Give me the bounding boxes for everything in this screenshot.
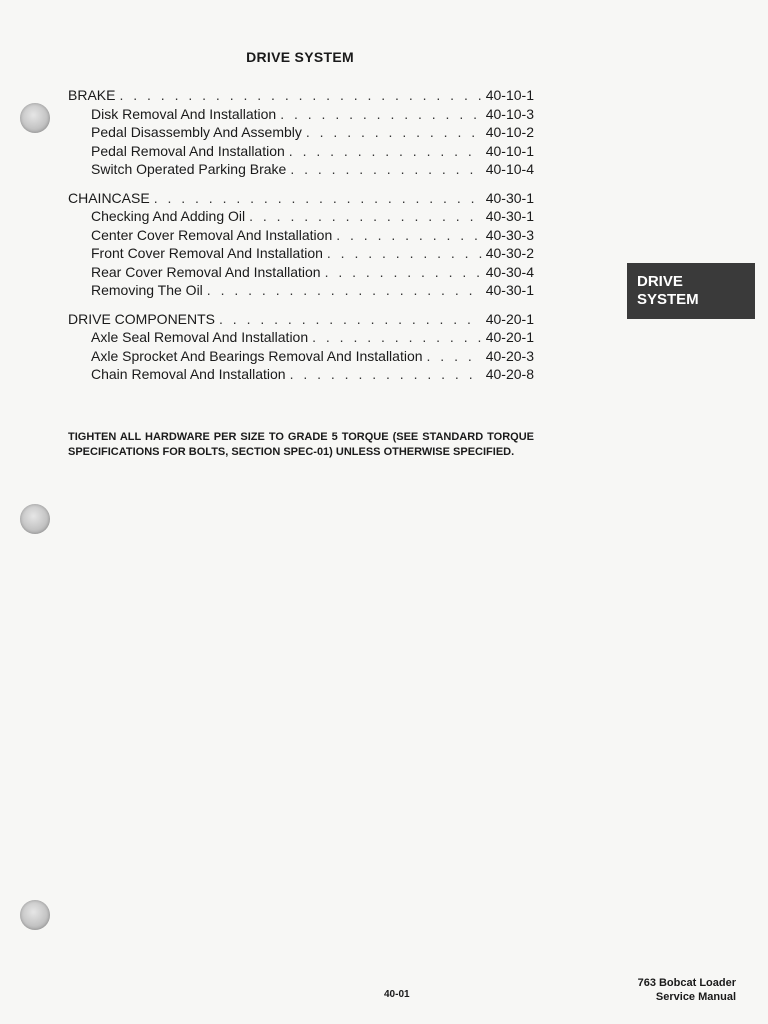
dot-leader bbox=[325, 263, 482, 282]
toc-page-ref: 40-20-3 bbox=[485, 347, 534, 364]
toc-item-label: Front Cover Removal And Installation bbox=[91, 245, 323, 261]
toc-section-chaincase bbox=[68, 189, 534, 300]
dot-leader bbox=[154, 189, 482, 208]
dot-leader bbox=[306, 123, 482, 142]
dot-leader bbox=[119, 86, 481, 105]
footer-manual-title bbox=[638, 976, 736, 1004]
toc-section-drive-components bbox=[68, 310, 534, 384]
toc-page-ref: 40-10-2 bbox=[485, 124, 534, 140]
toc-item-label: Chain Removal And Installation bbox=[91, 366, 286, 382]
toc-item-label: Disk Removal And Installation bbox=[91, 105, 277, 122]
toc-page-ref: 40-20-1 bbox=[485, 329, 534, 345]
toc-page-ref: 40-10-3 bbox=[485, 105, 534, 122]
footer-page-number: 40-01 bbox=[384, 989, 410, 1000]
dot-leader bbox=[290, 365, 482, 384]
dot-leader bbox=[280, 105, 482, 124]
footer-manual-line1: 763 Bobcat Loader bbox=[637, 977, 736, 989]
dot-leader bbox=[249, 207, 482, 226]
dot-leader bbox=[327, 244, 482, 263]
dot-leader bbox=[207, 281, 482, 300]
toc-item-label: Rear Cover Removal And Installation bbox=[91, 263, 321, 280]
dot-leader bbox=[312, 328, 482, 347]
toc-page-ref: 40-30-1 bbox=[485, 189, 534, 206]
toc-page-ref: 40-10-1 bbox=[485, 87, 534, 103]
toc-item-label: Checking And Adding Oil bbox=[91, 208, 246, 224]
dot-leader bbox=[336, 226, 482, 245]
toc-section-brake bbox=[68, 86, 534, 179]
toc-page-ref: 40-30-3 bbox=[485, 226, 534, 243]
toc-item[interactable] bbox=[68, 105, 534, 124]
toc-item-label: Axle Seal Removal And Installation bbox=[91, 329, 309, 345]
torque-note: TIGHTEN ALL HARDWARE PER SIZE TO GRADE 5 TORQUE (SEE STANDARD TORQUE SPECIFICATIONS FOR BOLTS, SECTION SPEC-01) UNLESS OTHERWISE SPECIFIED. bbox=[68, 431, 534, 458]
toc-heading-label: CHAINCASE bbox=[68, 189, 150, 206]
toc-item[interactable] bbox=[68, 281, 534, 300]
toc-item[interactable] bbox=[68, 226, 534, 245]
toc-item-label: Removing The Oil bbox=[91, 282, 203, 298]
toc-item-label: Center Cover Removal And Installation bbox=[91, 226, 333, 243]
toc-page-ref: 40-20-1 bbox=[485, 310, 534, 327]
toc-page-ref: 40-20-8 bbox=[485, 366, 534, 382]
toc-item[interactable] bbox=[68, 142, 534, 161]
toc-page-ref: 40-10-4 bbox=[485, 161, 534, 177]
toc-item[interactable] bbox=[68, 263, 534, 282]
toc-item[interactable] bbox=[68, 347, 534, 366]
section-tab-line2: SYSTEM bbox=[637, 291, 699, 308]
toc-item-label: Switch Operated Parking Brake bbox=[91, 161, 287, 177]
toc-item[interactable] bbox=[68, 207, 534, 226]
toc-item[interactable] bbox=[68, 244, 534, 263]
section-tab bbox=[627, 263, 755, 319]
toc-heading-label: BRAKE bbox=[68, 87, 116, 103]
toc-page-ref: 40-30-1 bbox=[485, 282, 534, 298]
toc-page-ref: 40-30-1 bbox=[485, 208, 534, 224]
dot-leader bbox=[290, 160, 481, 179]
toc-item[interactable] bbox=[68, 365, 534, 384]
footer-manual-line2: Service Manual bbox=[655, 991, 736, 1003]
toc-item[interactable] bbox=[68, 123, 534, 142]
section-tab-line1: DRIVE bbox=[637, 273, 683, 290]
table-of-contents bbox=[68, 86, 534, 394]
dot-leader bbox=[289, 142, 482, 161]
binder-hole-bottom bbox=[20, 900, 50, 930]
toc-item[interactable] bbox=[68, 328, 534, 347]
toc-heading[interactable] bbox=[68, 310, 534, 329]
toc-page-ref: 40-30-4 bbox=[485, 263, 534, 280]
binder-hole-middle bbox=[20, 504, 50, 534]
toc-item-label: Pedal Removal And Installation bbox=[91, 142, 285, 159]
dot-leader bbox=[219, 310, 482, 329]
toc-heading[interactable] bbox=[68, 189, 534, 208]
binder-hole-top bbox=[20, 103, 50, 133]
toc-item-label: Pedal Disassembly And Assembly bbox=[91, 124, 302, 140]
toc-page-ref: 40-30-2 bbox=[485, 245, 534, 261]
toc-page-ref: 40-10-1 bbox=[485, 142, 534, 159]
page-title: DRIVE SYSTEM bbox=[246, 49, 354, 65]
toc-heading[interactable] bbox=[68, 86, 534, 105]
toc-item[interactable] bbox=[68, 160, 534, 179]
toc-heading-label: DRIVE COMPONENTS bbox=[68, 310, 216, 327]
dot-leader bbox=[427, 347, 482, 366]
toc-item-label: Axle Sprocket And Bearings Removal And Installation bbox=[91, 347, 423, 364]
